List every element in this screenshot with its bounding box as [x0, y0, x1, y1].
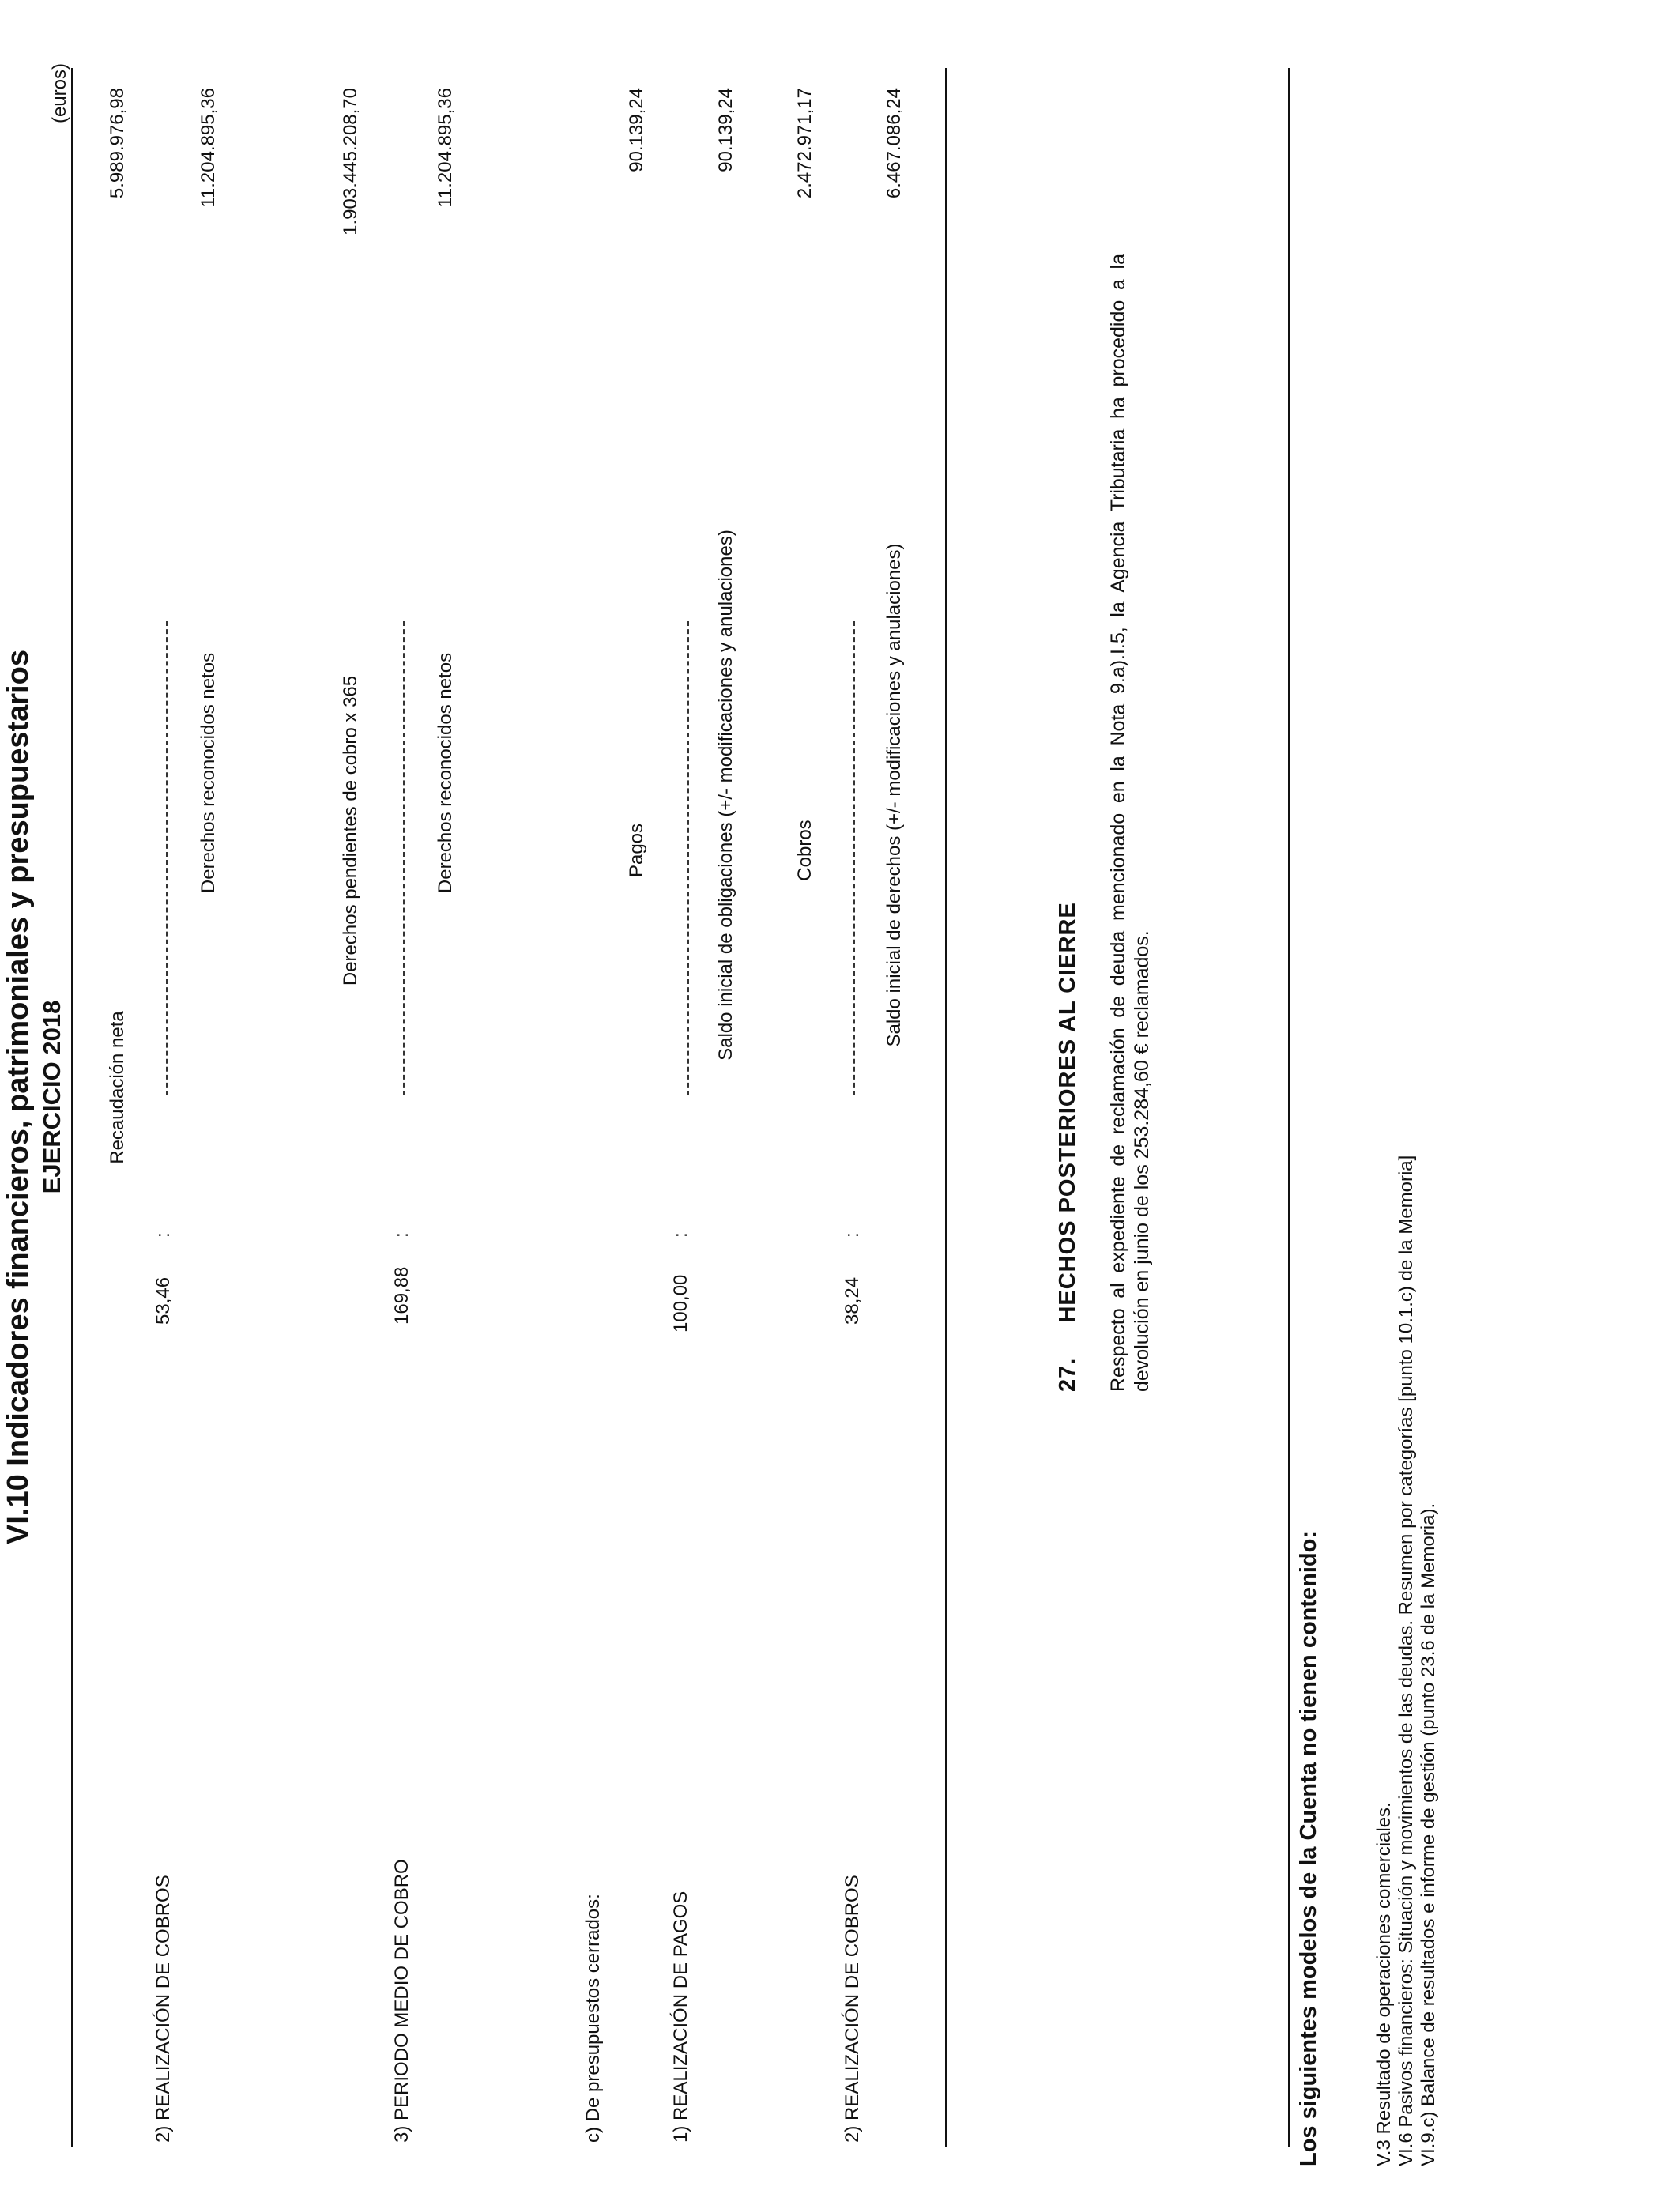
formula-numerator: Cobros — [794, 820, 816, 881]
formula-line — [687, 621, 689, 1095]
formula-denominator: Saldo inicial de obligaciones (+/- modificaciones y anulaciones) — [715, 530, 736, 1061]
numerator-amount: 1.903.445.208,70 — [340, 88, 361, 236]
row-label-realizacion-pagos: 1) REALIZACIÓN DE PAGOS — [670, 1891, 691, 2143]
formula-denominator: Saldo inicial de derechos (+/- modificaciones y anulaciones) — [883, 543, 905, 1047]
currency-unit: (euros) — [49, 62, 70, 123]
numerator-amount: 2.472.971,17 — [794, 88, 816, 199]
row-label-realizacion-cobros: 2) REALIZACIÓN DE COBROS — [153, 1875, 174, 2143]
row-colon: : — [153, 1232, 174, 1238]
section-rule — [1288, 68, 1290, 2147]
empty-models-heading: Los siguientes modelos de la Cuenta no tienen contenido: — [1296, 1530, 1321, 2166]
row-label-realizacion-cobros-cerrados: 2) REALIZACIÓN DE COBROS — [842, 1875, 863, 2143]
row-value-realizacion-cobros-cerrados: 38,24 — [842, 1276, 863, 1325]
numerator-amount: 90.139,24 — [626, 88, 647, 172]
section-27-heading — [1055, 902, 1081, 1392]
header-rule — [71, 68, 73, 2147]
row-value-realizacion-pagos: 100,00 — [670, 1274, 691, 1333]
formula-numerator: Recaudación neta — [107, 1011, 128, 1164]
formula-numerator: Pagos — [626, 823, 647, 878]
formula-line — [853, 621, 855, 1095]
section-27-paragraph: Respecto al expediente de reclamación de deuda mencionado en la Nota 9.a).I.5, la Agencia Tributaria ha procedido a la devolución en junio de los 253.284,60 € reclamados. — [1107, 254, 1153, 1392]
section-c-heading: c) De presupuestos cerrados: — [582, 1894, 604, 2143]
row-value-realizacion-cobros: 53,46 — [153, 1276, 174, 1325]
section-27-number: 27. — [1055, 1357, 1080, 1392]
row-value-periodo-medio-cobro: 169,88 — [391, 1266, 412, 1325]
empty-models-item: VI.9.c) Balance de resultados e informe de gestión (punto 23.6 de la Memoria). — [1418, 1502, 1439, 2166]
page-title: VI.10 Indicadores financieros, patrimoniales y presupuestarios — [2, 650, 35, 1544]
row-label-periodo-medio-cobro: 3) PERIODO MEDIO DE COBRO — [391, 1859, 412, 2143]
section-27-title: HECHOS POSTERIORES AL CIERRE — [1055, 902, 1080, 1323]
page-subtitle: EJERCICIO 2018 — [38, 1000, 66, 1194]
formula-denominator: Derechos reconocidos netos — [198, 652, 219, 894]
empty-models-item: V.3 Resultado de operaciones comerciales. — [1373, 1802, 1395, 2166]
section-rule — [945, 68, 947, 2147]
numerator-amount: 5.989.976,98 — [107, 88, 128, 199]
denominator-amount: 11.204.895,36 — [435, 88, 456, 208]
denominator-amount: 11.204.895,36 — [198, 88, 219, 208]
formula-numerator: Derechos pendientes de cobro x 365 — [340, 675, 361, 986]
denominator-amount: 6.467.086,24 — [883, 88, 905, 199]
row-colon: : — [670, 1232, 691, 1238]
row-colon: : — [842, 1232, 863, 1238]
formula-line — [166, 621, 168, 1095]
denominator-amount: 90.139,24 — [715, 88, 736, 172]
formula-denominator: Derechos reconocidos netos — [435, 652, 456, 894]
empty-models-item: VI.6 Pasivos financieros: Situación y movimientos de las deudas. Resumen por categorías [punto 10.1.c) de la Memoria] — [1396, 1155, 1417, 2166]
formula-line — [403, 621, 405, 1095]
row-colon: : — [391, 1232, 412, 1238]
